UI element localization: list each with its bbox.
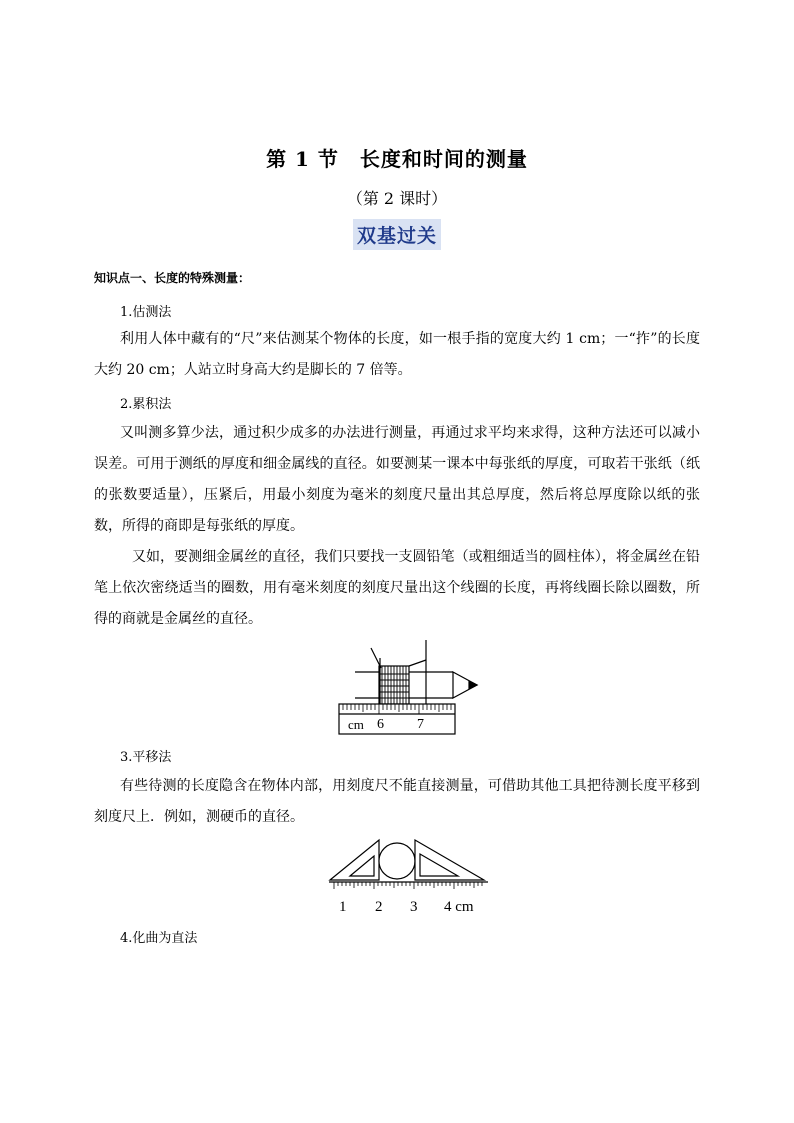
coil-fig-tick-6: 6	[377, 717, 384, 732]
method-3-title: 3.平移法	[120, 750, 172, 765]
coin-fig-tick-4cm: 4 cm	[444, 899, 474, 915]
coin-fig-tick-2: 2	[375, 899, 383, 915]
page-title: 第 1 节 长度和时间的测量	[266, 147, 528, 171]
method-2-text-1: 又叫测多算少法，通过积少成多的办法进行测量，再通过求平均来求得，这种方法还可以减小误差。可用于测纸的厚度和细金属线的直径。如要测某一课本中每张纸的厚度，可取若干张纸（纸的张数要适量），压紧后，用最小刻度为毫米的刻度尺量出其总厚度，然后将总厚度除以纸的张数，所得的商即是每张纸的厚度。	[94, 425, 700, 534]
coil-ruler-figure	[335, 638, 485, 736]
lesson-subtitle: （第 2 课时）	[346, 189, 448, 208]
method-2-text-2: 又如，要测细金属丝的直径，我们只要找一支圆铅笔（或粗细适当的圆柱体），将金属丝在铅笔上依次密绕适当的圈数，用有毫米刻度的刻度尺量出这个线圈的长度，再将线圈长除以圈数，所得的商就是金属丝的直径。	[94, 549, 700, 627]
method-1-text: 利用人体中藏有的“尺”来估测某个物体的长度，如一根手指的宽度大约 1 cm；一“拃”的长度大约 20 cm；人站立时身高大约是脚长的 7 倍等。	[94, 331, 700, 378]
method-1-title: 1.估测法	[120, 305, 172, 320]
knowledge-heading: 知识点一、长度的特殊测量：	[94, 271, 251, 285]
coin-fig-tick-1: 1	[339, 899, 347, 915]
coil-fig-tick-7: 7	[417, 717, 424, 732]
method-3-text: 有些待测的长度隐含在物体内部，用刻度尺不能直接测量，可借助其他工具把待测长度平移到刻度尺上．例如，测硬币的直径。	[94, 778, 700, 825]
coin-ruler-figure	[326, 836, 492, 916]
method-4-title: 4.化曲为直法	[120, 931, 198, 946]
coin-fig-tick-3: 3	[410, 899, 418, 915]
section-banner: 双基过关	[353, 219, 441, 250]
method-2-title: 2.累积法	[120, 397, 172, 412]
coil-fig-unit-label: cm	[348, 717, 364, 732]
